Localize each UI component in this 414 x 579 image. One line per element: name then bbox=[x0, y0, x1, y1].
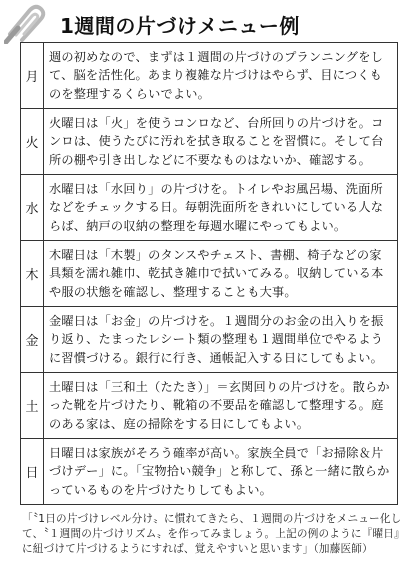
table-row bbox=[21, 439, 398, 505]
table-row bbox=[21, 109, 398, 175]
day-label: 月 bbox=[21, 43, 44, 109]
row-text: 金曜日は「お金」の片づけを。１週間分のお金の出入りを振り返り、たまったレシート類の整理も１週間単位でやるように習慣づける。銀行に行き、通帳記入する日にしてもよい。 bbox=[44, 307, 398, 373]
table-row bbox=[21, 241, 398, 307]
day-label: 日 bbox=[21, 439, 44, 505]
weekly-menu-table bbox=[20, 42, 398, 505]
row-text: 水曜日は「水回り」の片づけを。トイレやお風呂場、洗面所などをチェックする日。毎朝洗面所をきれいにしている人ならば、納戸の収納の整理を毎週水曜にやってもよい。 bbox=[44, 175, 398, 241]
table-row bbox=[21, 307, 398, 373]
paper-clip-icon bbox=[4, 4, 46, 44]
page-title: 1週間の片づけメニュー例 bbox=[60, 14, 300, 38]
day-label: 金 bbox=[21, 307, 44, 373]
day-label: 水 bbox=[21, 175, 44, 241]
day-label: 木 bbox=[21, 241, 44, 307]
row-text: 日曜日は家族がそろう確率が高い。家族全員で「お掃除＆片づけデー」に。「宝物拾い競争」と称して、孫と一緒に散らかっているものを片づけたりしてもよい。 bbox=[44, 439, 398, 505]
row-text: 火曜日は「火」を使うコンロなど、台所回りの片づけを。コンロは、使うたびに汚れを拭き取ることを習慣に。そして台所の棚や引き出しなどに不要なものはないか、確認する。 bbox=[44, 109, 398, 175]
table-row bbox=[21, 373, 398, 439]
row-text: 木曜日は「木製」のタンスやチェスト、書棚、椅子などの家具類を濡れ雑巾、乾拭き雑巾で拭いてみる。収納している本や服の状態を確認し、整理することも大事。 bbox=[44, 241, 398, 307]
footnote: 「〝1日の片づけレベル分け〟に慣れてきたら、１週間の片づけをメニュー化して、〝１週間の片づけリズム〟を作ってみましょう。上記の例のように『曜日』に紐づけて片づけるようにすれば、覚えやすいと思います」（加藤医師） bbox=[22, 513, 405, 555]
row-text: 週の初めなので、まずは１週間の片づけのプランニングをして、脳を活性化。あまり複雑な片づけはやらず、目につくものを整理するくらいでよい。 bbox=[44, 43, 398, 109]
row-text: 土曜日は「三和土（たたき）」＝玄関回りの片づけを。散らかった靴を片づけたり、靴箱の不要品を確認して整理する。庭のある家は、庭の掃除をする日にしてもよい。 bbox=[44, 373, 398, 439]
day-label: 土 bbox=[21, 373, 44, 439]
day-label: 火 bbox=[21, 109, 44, 175]
table-row bbox=[21, 43, 398, 109]
table-row bbox=[21, 175, 398, 241]
